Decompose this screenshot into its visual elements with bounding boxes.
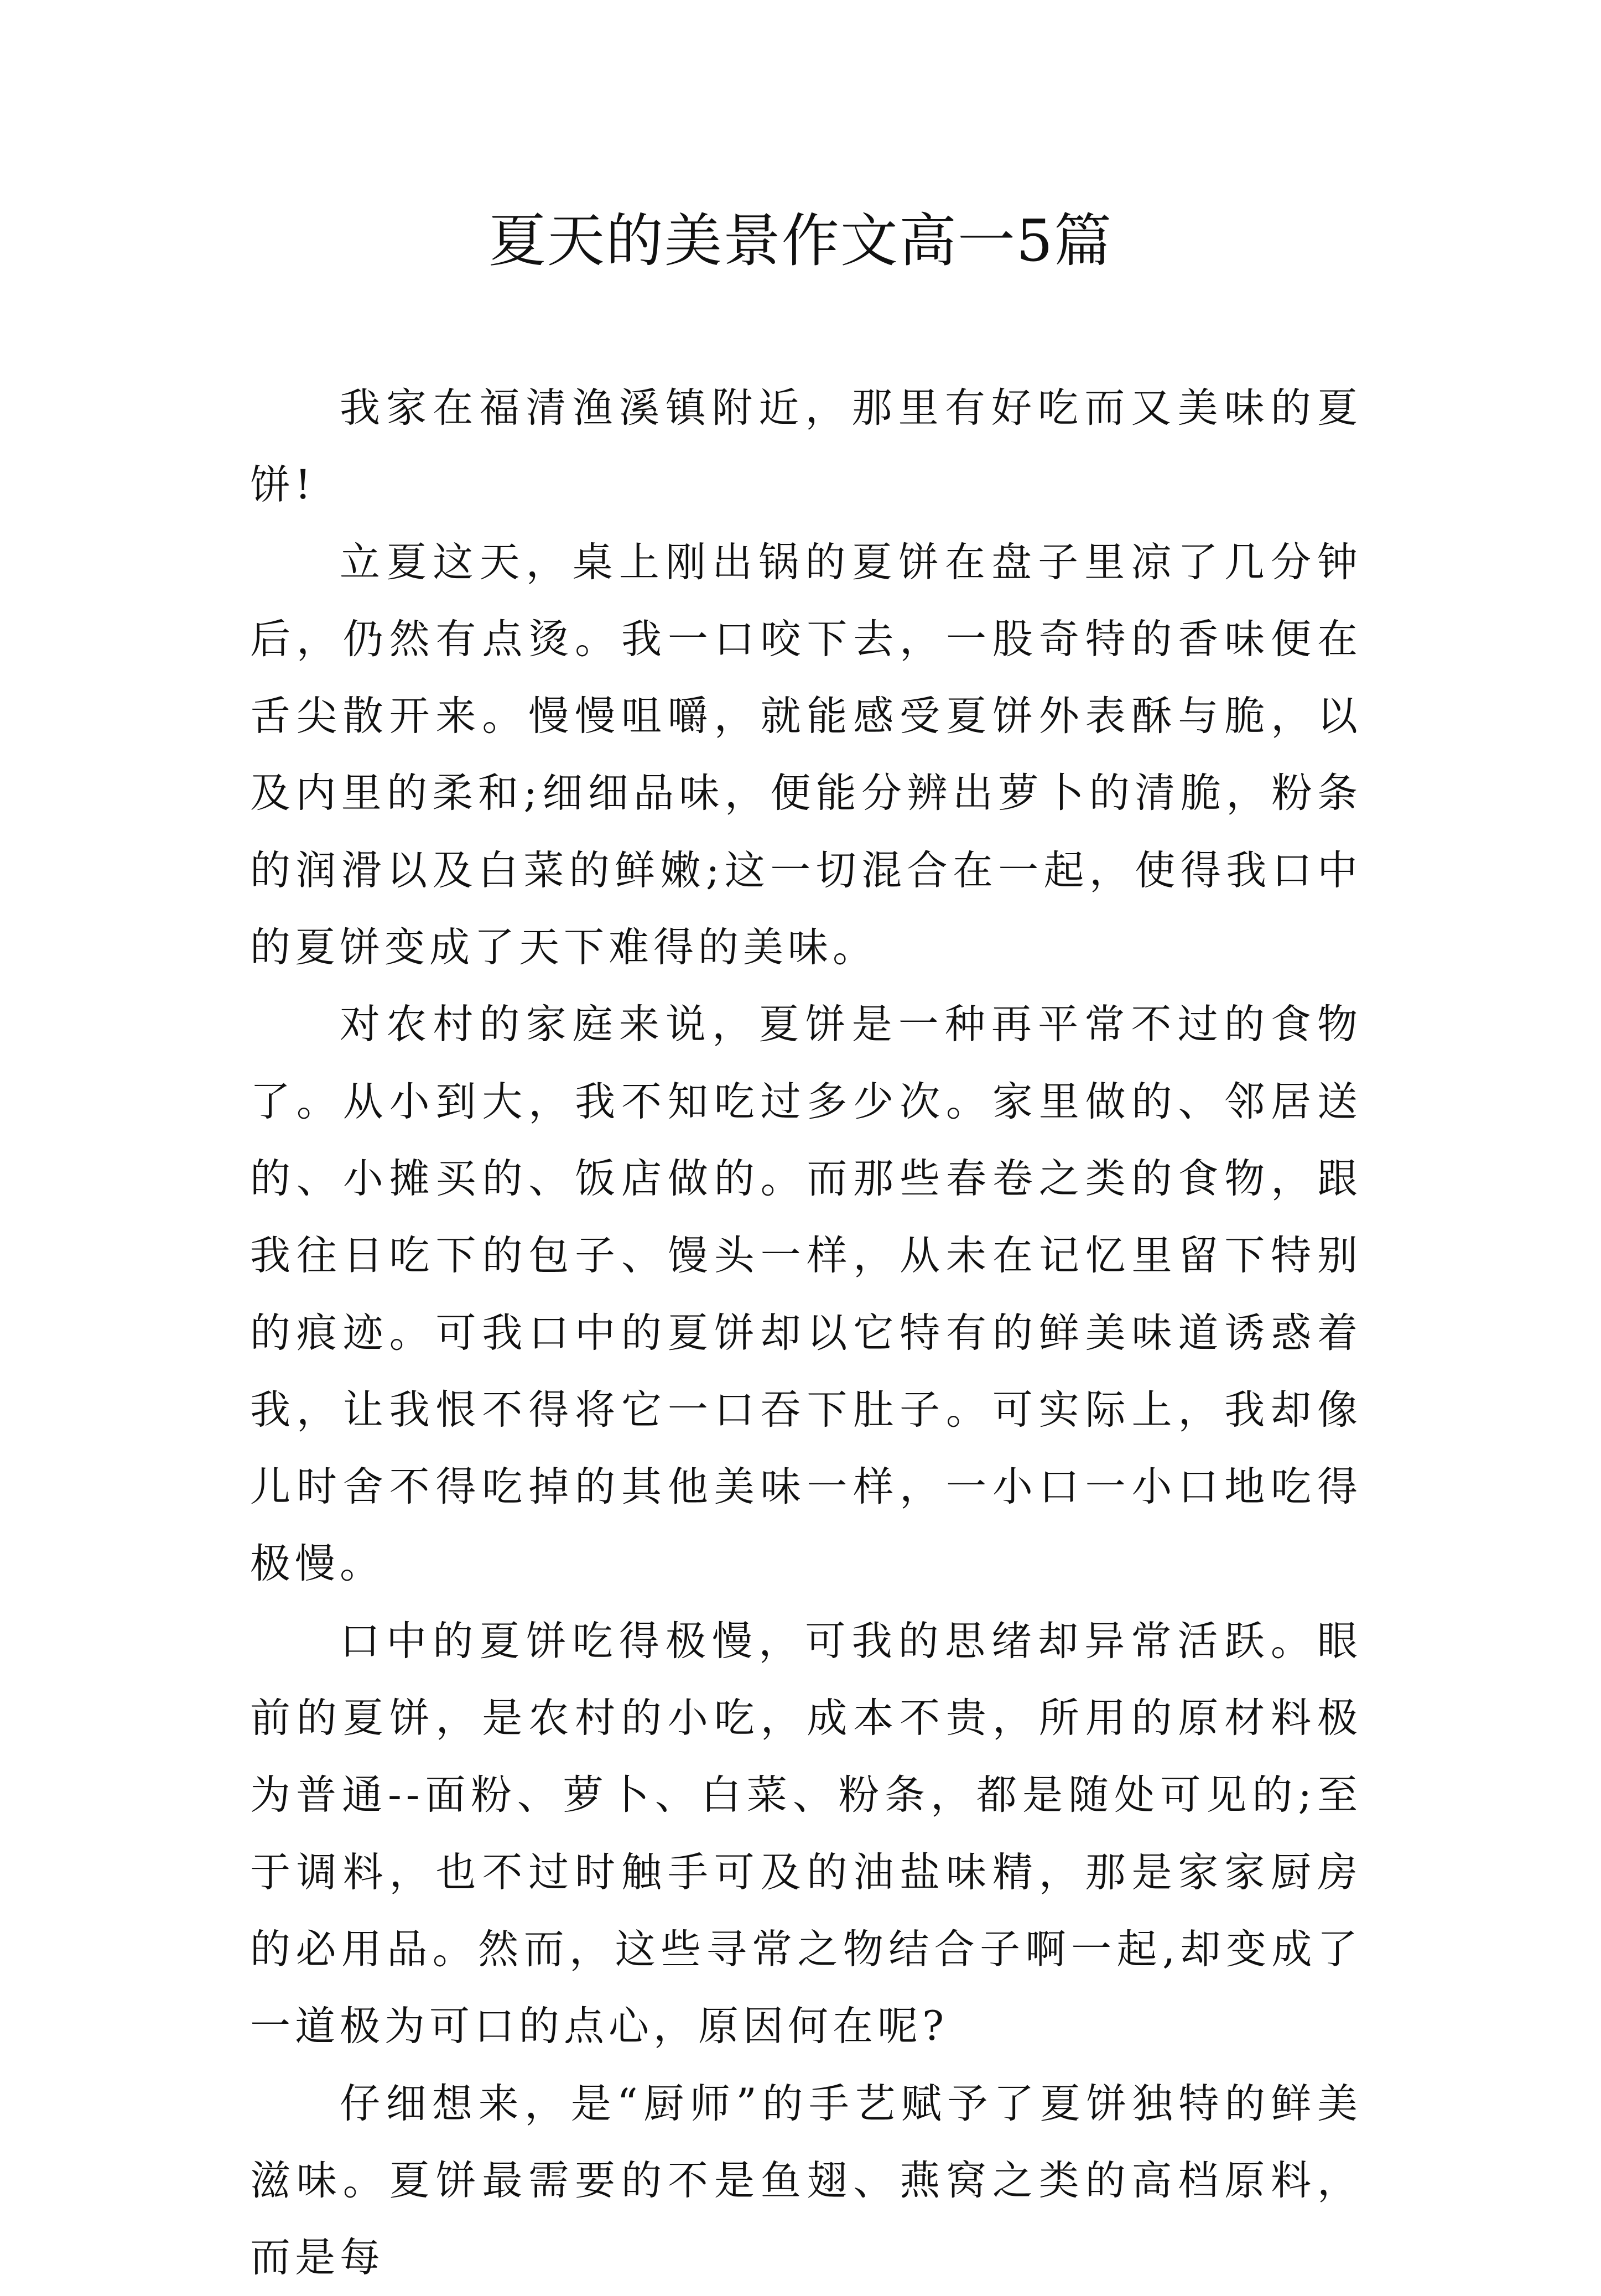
document-body (250, 370, 1362, 2296)
paragraph-3: 对农村的家庭来说，夏饼是一种再平常不过的食物了。从小到大，我不知吃过多少次。家里做的、邻居送的、小摊买的、饭店做的。而那些春卷之类的食物，跟我往日吃下的包子、馒头一样，从未在记忆里留下特别的痕迹。可我口中的夏饼却以它特有的鲜美味道诱惑着我，让我恨不得将它一口吞下肚子。可实际上，我却像儿时舍不得吃掉的其他美味一样，一小口一小口地吃得极慢。 (250, 1001, 1362, 1588)
document-title: 夏天的美景作文高一5篇 (488, 207, 1113, 274)
paragraph-5: 仔细想来，是“厨师”的手艺赋予了夏饼独特的鲜美滋味。夏饼最需要的不是鱼翅、燕窝之类的高档原料，而是每 (250, 2080, 1362, 2282)
paragraph-4: 口中的夏饼吃得极慢，可我的思绪却异常活跃。眼前的夏饼，是农村的小吃，成本不贵，所用的原材料极为普通--面粉、萝卜、白菜、粉条，都是随处可见的;至于调料，也不过时触手可及的油盐味精，那是家家厨房的必用品。然而，这些寻常之物结合子啊一起,却变成了一道极为可口的点心，原因何在呢? (250, 1617, 1362, 2050)
paragraph-1: 我家在福清渔溪镇附近，那里有好吃而又美味的夏饼! (250, 385, 1362, 509)
paragraph-2: 立夏这天，桌上刚出锅的夏饼在盘子里凉了几分钟后，仍然有点烫。我一口咬下去，一股奇特的香味便在舌尖散开来。慢慢咀嚼，就能感受夏饼外表酥与脆，以及内里的柔和;细细品味，便能分辨出萝卜的清脆，粉条的润滑以及白菜的鲜嫩;这一切混合在一起，使得我口中的夏饼变成了天下难得的美味。 (250, 538, 1362, 972)
